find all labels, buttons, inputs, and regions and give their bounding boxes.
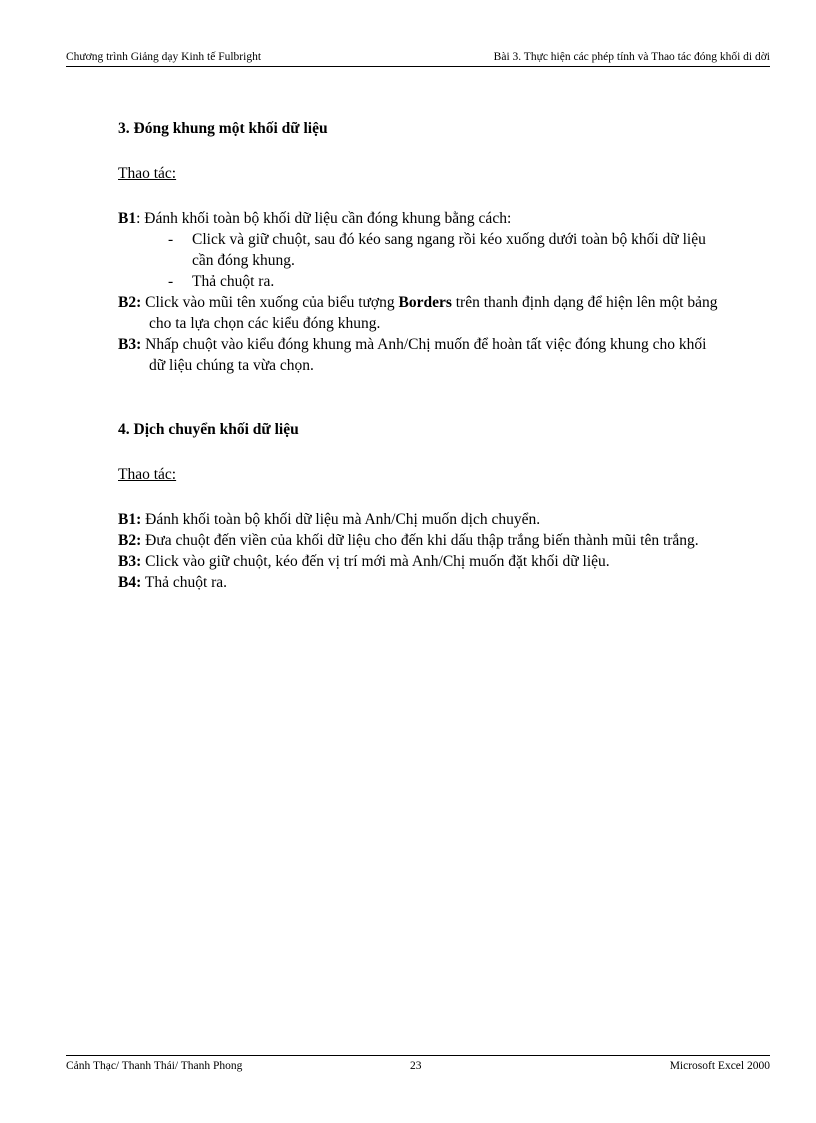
section-3-bullet-2 <box>118 271 718 292</box>
section-4-subhead: Thao tác: <box>118 466 177 483</box>
section-4-step-3 <box>118 551 718 572</box>
section-3-step-2 <box>118 292 718 334</box>
step-label: B1 <box>118 210 137 227</box>
step-label: B2: <box>118 532 142 549</box>
borders-keyword: Borders <box>398 294 452 311</box>
step-text: : Đánh khối toàn bộ khối dữ liệu cần đóng khung bằng cách: <box>136 210 512 227</box>
page-content <box>118 118 718 593</box>
page-number: 23 <box>410 1060 422 1072</box>
page-header <box>66 50 770 67</box>
bullet-text: Thả chuột ra. <box>192 273 275 290</box>
step-text: Đánh khối toàn bộ khối dữ liệu mà Anh/Chị muốn dịch chuyển. <box>141 511 541 528</box>
bullet-dash: - <box>168 273 174 290</box>
section-4-title: 4. Dịch chuyển khối dữ liệu <box>118 421 299 438</box>
bullet-text: Click và giữ chuột, sau đó kéo sang ngang rồi kéo xuống dưới toàn bộ khối dữ liệu cần đóng khung. <box>192 231 706 269</box>
step-label: B3: <box>118 336 142 353</box>
header-course-title: Chương trình Giảng dạy Kinh tế Fulbright <box>66 51 262 63</box>
step-text: Click vào giữ chuột, kéo đến vị trí mới mà Anh/Chị muốn đặt khối dữ liệu. <box>141 553 610 570</box>
step-text: Click vào mũi tên xuống của biểu tượng <box>141 294 399 311</box>
step-text: Thả chuột ra. <box>141 574 228 591</box>
section-3-bullet-1 <box>118 229 718 271</box>
step-text: trên thanh định dạng để hiện lên một bảng cho ta lựa chọn các kiểu đóng khung. <box>149 294 718 332</box>
step-label: B4: <box>118 574 142 591</box>
section-3-title: 3. Đóng khung một khối dữ liệu <box>118 120 328 137</box>
section-4-step-2 <box>118 530 718 551</box>
section-3-step-3 <box>118 334 718 376</box>
bullet-dash: - <box>168 231 174 248</box>
page-footer <box>66 1055 770 1080</box>
section-4-step-1 <box>118 509 718 530</box>
step-text: Đưa chuột đến viền của khối dữ liệu cho đến khi dấu thập trắng biến thành mũi tên trắng. <box>141 532 699 549</box>
section-4-step-4 <box>118 572 718 593</box>
step-label: B1: <box>118 511 142 528</box>
step-label: B3: <box>118 553 142 570</box>
section-3-step-1 <box>118 208 718 229</box>
header-lesson-title: Bài 3. Thực hiện các phép tính và Thao tác đóng khối di dời <box>493 51 770 63</box>
footer-authors: Cảnh Thạc/ Thanh Thái/ Thanh Phong <box>66 1060 243 1072</box>
step-label: B2: <box>118 294 142 311</box>
footer-product: Microsoft Excel 2000 <box>669 1060 770 1072</box>
step-text: Nhấp chuột vào kiểu đóng khung mà Anh/Chị muốn để hoàn tất việc đóng khung cho khối dữ liệu chúng ta vừa chọn. <box>141 336 707 374</box>
section-3-subhead: Thao tác: <box>118 165 177 182</box>
